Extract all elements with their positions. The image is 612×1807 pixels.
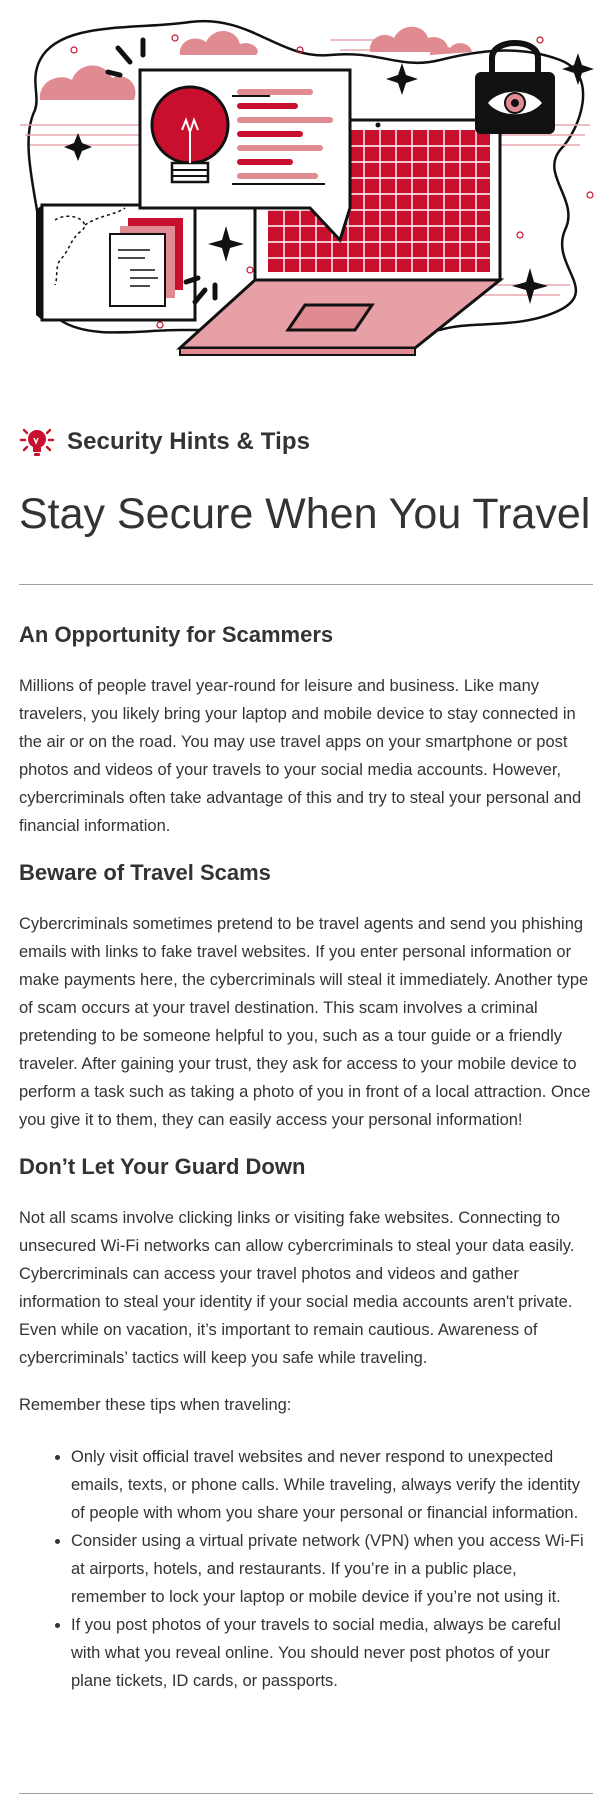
- page-title: Stay Secure When You Travel: [19, 490, 591, 538]
- section-kicker: [19, 424, 310, 460]
- kicker-label: Security Hints & Tips: [67, 428, 311, 455]
- tips-lead: Remember these tips when traveling:: [19, 1396, 292, 1414]
- divider: [19, 1793, 593, 1794]
- hero-illustration: [0, 0, 612, 370]
- section-paragraph: Cybercriminals sometimes pretend to be travel agents and send you phishing emails with links to fake travel websites. If you enter personal information or make payments here, the cybercriminals will steal it immediately. Another type of scam occurs at your travel destination. This scam involves a criminal pretending to be someone helpful to you, such as a tour guide or a friendly traveler. After gaining your trust, they ask for access to your mobile device to perform a task such as taking a photo of you in front of a local attraction. Once you give it to them, they can easily access your personal information!: [19, 915, 591, 1129]
- section-heading: An Opportunity for Scammers: [19, 622, 334, 647]
- section-heading: Don’t Let Your Guard Down: [19, 1154, 306, 1179]
- section-paragraph: Millions of people travel year-round for leisure and business. Like many travelers, you likely bring your laptop and mobile device to stay connected in the air or on the road. You may use travel apps on your smartphone or post photos and videos of your travels to your social media accounts. However, cybercriminals often take advantage of this and try to steal your personal and financial information.: [19, 677, 582, 835]
- padlock-icon: [475, 43, 555, 134]
- tip-item: • Consider using a virtual private network (VPN) when you access Wi-Fi at airports, hotels, and restaurants. If you’re in a public place, remember to lock your laptop or mobile device if you’re not using it.: [71, 1527, 593, 1611]
- document-icon: [36, 205, 195, 320]
- tip-item: • If you post photos of your travels to social media, always be careful with what you reveal online. You should never post photos of your plane tickets, ID cards, or passports.: [71, 1611, 593, 1695]
- tips-list: [19, 1443, 593, 1695]
- section-heading: Beware of Travel Scams: [19, 860, 271, 885]
- divider: [19, 584, 593, 585]
- section-paragraph: Not all scams involve clicking links or visiting fake websites. Connecting to unsecured Wi-Fi networks can allow cybercriminals to steal your data easily. Cybercriminals can access your travel photos and videos and gather information to steal your identity if your social media accounts aren't private. Even while on vacation, it’s important to remain cautious. Awareness of cybercriminals’ tactics will keep you safe while traveling.: [19, 1209, 575, 1367]
- lightbulb-icon: [19, 424, 55, 460]
- article-body: [19, 606, 593, 1695]
- tip-item: • Only visit official travel websites and never respond to unexpected emails, texts, or phone calls. While traveling, always verify the identity of people with whom you share your personal or financial information.: [71, 1443, 593, 1527]
